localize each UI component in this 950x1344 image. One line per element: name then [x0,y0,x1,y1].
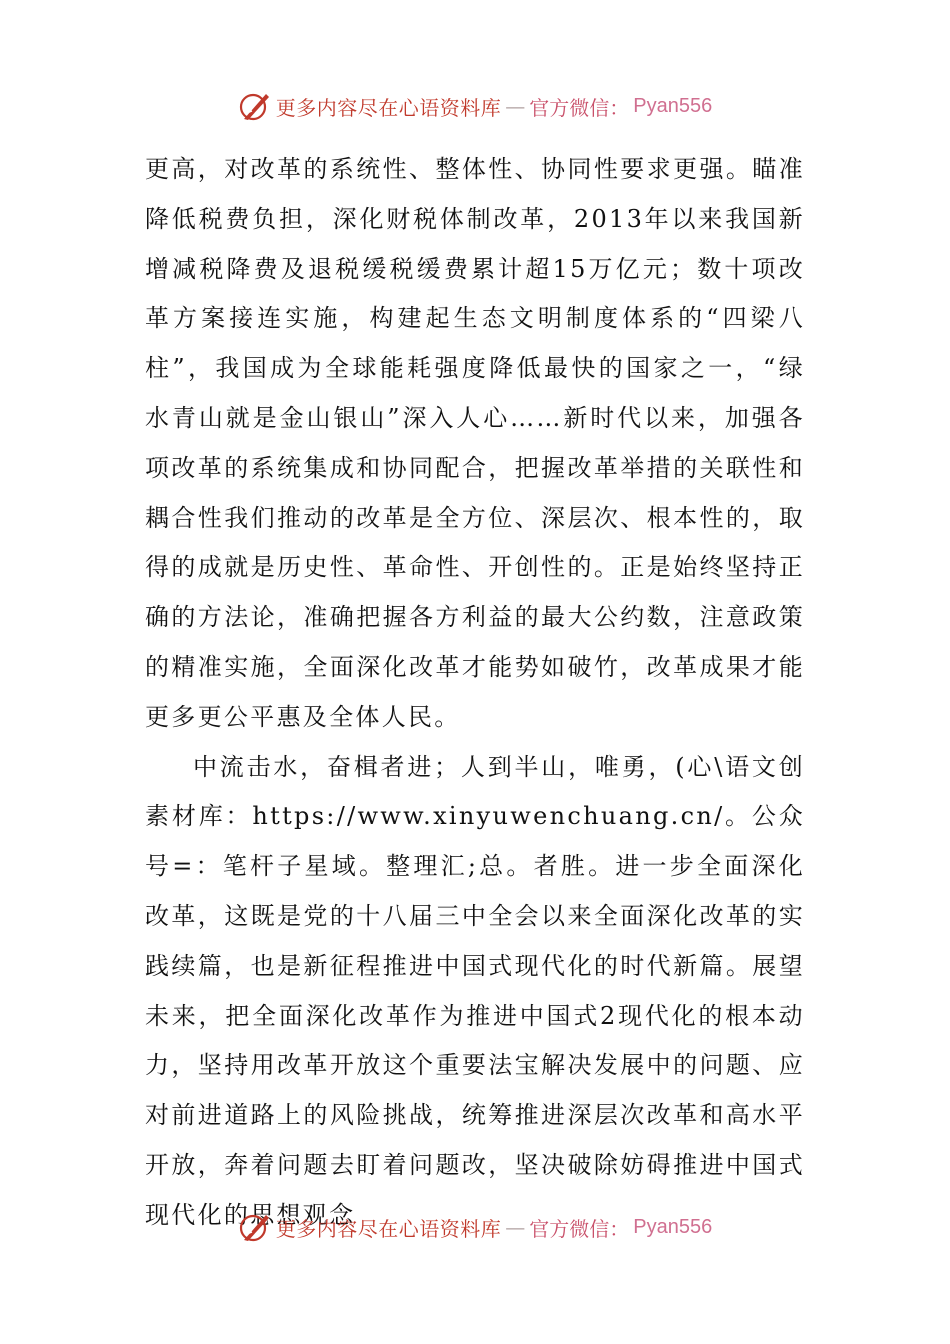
banner-account: Pyan556 [633,1215,713,1238]
footer-banner [0,1207,950,1247]
banner-wechat-label: 官方微信： [529,1216,630,1241]
header-banner [0,86,950,126]
banner-text: 更多内容尽在心语资料库 [275,95,502,120]
quill-logo-icon [238,89,272,123]
banner-separator: — [505,94,526,118]
banner-separator: — [505,1215,526,1239]
document-body [145,145,805,1241]
quill-logo-icon [238,1210,272,1244]
paragraph-2: 中流击水，奋楫者进；人到半山，唯勇，(心\语文创素材库：https://www.xinyuwenchuang.cn/。公众号=：笔杆子星域。整理汇;总。者胜。进一步全面深化改革，这既是党的十八届三中全会以来全面深化改革的实践续篇，也是新征程推进中国式现代化的时代新篇。展望未来，把全面深化改革作为推进中国式2现代化的根本动力，坚持用改革开放这个重要法宝解决发展中的问题、应对前进道路上的风险挑战，统筹推进深层次改革和高水平开放，奔着问题去盯着问题改，坚决破除妨碍推进中国式现代化的思想观念 [145,752,805,1229]
banner-text: 更多内容尽在心语资料库 [275,1216,502,1241]
paragraph-1: 更高，对改革的系统性、整体性、协同性要求更强。瞄准降低税费负担，深化财税体制改革，2013年以来我国新增减税降费及退税缓税缓费累计超15万亿元；数十项改革方案接连实施，构建起生态文明制度体系的“四梁八柱”，我国成为全球能耗强度降低最快的国家之一，“绿水青山就是金山银山”深入人心……新时代以来，加强各项改革的系统集成和协同配合，把握改革举措的关联性和耦合性我们推动的改革是全方位、深层次、根本性的，取得的成就是历史性、革命性、开创性的。正是始终坚持正确的方法论，准确把握各方利益的最大公约数，注意政策的精准实施，全面深化改革才能势如破竹，改革成果才能更多更公平惠及全体人民。 [145,155,805,731]
banner-wechat-label: 官方微信： [529,95,630,120]
banner-account: Pyan556 [633,94,713,117]
